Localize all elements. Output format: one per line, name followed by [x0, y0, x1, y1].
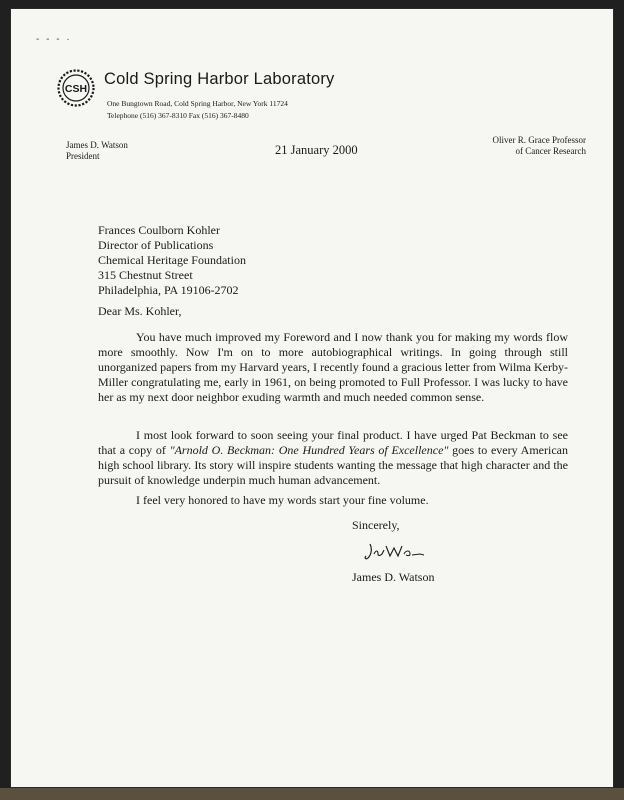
- recipient-line: Chemical Heritage Foundation: [98, 253, 246, 267]
- body-paragraph-2: [98, 428, 568, 488]
- handwritten-signature: [364, 538, 426, 564]
- signer-name: James D. Watson: [352, 570, 435, 584]
- body-paragraph-1: You have much improved my Foreword and I now thank you for making my words flow more smoothly. Now I'm on to more autobiographical writings. In going through still unorganized papers from my Harvard years, I recently found a gracious letter from Wilma Kerby-Miller congratulating me, early in 1961, on being promoted to Full Professor. I was lucky to have her as my next door neighbor exuding warmth and much needed common sense.: [98, 330, 568, 404]
- recipient-line: 315 Chestnut Street: [98, 268, 193, 282]
- professorship-line-2: of Cancer Research: [515, 146, 586, 156]
- lab-address: One Bungtown Road, Cold Spring Harbor, New York 11724: [107, 99, 288, 108]
- lab-name: Cold Spring Harbor Laboratory: [104, 70, 335, 88]
- paragraph-2-text: goes to every American high school library. Its story will inspire students wanting the message that high character and the pursuit of knowledge underpin much human advancement.: [98, 443, 568, 487]
- recipient-line: Philadelphia, PA 19106-2702: [98, 283, 239, 297]
- recipient-line: Frances Coulborn Kohler: [98, 223, 220, 237]
- body-paragraph-3: I feel very honored to have my words start your fine volume.: [136, 493, 429, 507]
- letter-date: 21 January 2000: [275, 143, 358, 157]
- stray-mark: - - - ·: [36, 34, 72, 45]
- sender-title: President: [66, 151, 100, 161]
- lab-phone: Telephone (516) 367-8310 Fax (516) 367-8480: [107, 111, 249, 120]
- closing: Sincerely,: [352, 518, 400, 532]
- paragraph-2-text: I most look forward to soon seeing your final product. I have urged Pat Beckman to see that a copy of: [98, 428, 568, 457]
- professorship-block: [493, 135, 586, 157]
- recipient-address: [98, 223, 246, 298]
- csh-logo-icon: [56, 68, 96, 108]
- book-title: "Arnold O. Beckman: One Hundred Years of Excellence": [169, 443, 449, 457]
- recipient-line: Director of Publications: [98, 238, 214, 252]
- logo-text: CSH: [64, 83, 88, 95]
- sender-name: James D. Watson: [66, 140, 128, 150]
- salutation: Dear Ms. Kohler,: [98, 304, 182, 318]
- scan-bottom-edge: [0, 788, 624, 800]
- sender-block: [66, 140, 128, 162]
- professorship-line-1: Oliver R. Grace Professor: [492, 135, 586, 145]
